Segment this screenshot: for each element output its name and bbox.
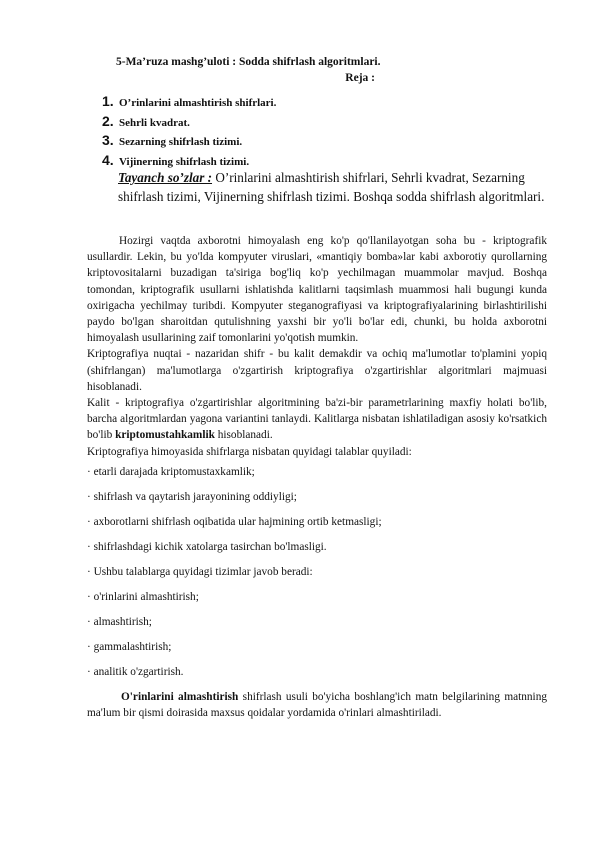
- paragraph-cipher-definition: Kriptografiya nuqtai - nazaridan shifr - bu kalit demakdir va ochiq ma'lumotlar to'plamini yopiq (shifrlangan) ma'lumotlarga o'zgartirish kriptografiya o'zgartirishlar algoritmlari majmuasi hisoblanadi.: [87, 348, 547, 393]
- list-item: · analitik o'zgartirish.: [87, 665, 184, 678]
- list-item: · almashtirish;: [87, 615, 152, 628]
- requirements-intro: Kriptografiya himoyasida shifrlarga nisbatan quyidagi talablar quyiladi:: [87, 445, 412, 458]
- transposition-term-bold: O'rinlarini almashtirish: [121, 690, 239, 703]
- keywords-label: Tayanch so’zlar :: [118, 170, 213, 185]
- plan-item-number: 3.: [102, 132, 114, 148]
- plan-item-text: Sezarning shifrlash tizimi.: [119, 136, 243, 148]
- plan-item-text: O’rinlarini almashtirish shifrlari.: [119, 97, 277, 109]
- plan-item-number: 2.: [102, 112, 114, 129]
- key-term-bold: kriptomustahkamlik: [115, 429, 215, 442]
- plan-item: [102, 131, 276, 151]
- plan-item-number: 1.: [102, 93, 114, 109]
- list-item: · Ushbu talablarga quyidagi tizimlar javob beradi:: [87, 565, 313, 578]
- plan-item-number: 4.: [102, 151, 114, 168]
- key-text-end: hisoblanadi.: [214, 429, 273, 442]
- list-item: · o'rinlarini almashtirish;: [87, 590, 199, 603]
- paragraph-intro: Hozirgi vaqtda axborotni himoyalash eng ko'p qo'llanilayotgan soha bu - kriptografik usullardir. Lekin, bu yo'lda kompyuter viruslari, «mantiqiy bomba»lar kabi axborotiy qurollarning kriptovositalarni buzadigan ta'siriga bog'liq ko'p yechilmagan muammolar mavjud. Boshqa tomondan, kriptografik usullarni ishlatishda kalitlarni taqsimlash muammosi hali bugungi kunda oxirigacha yechilmay turibdi. Kompyuter steganografiyasi va kriptografiyalarining birlashtirilishi paydo bo'lgan sharoitdan qutulishning yaxshi bir yo'li bo'lar edi, chunki, bu holda axborotni himoyalash usullarining zaif tomonlarini yo'qotish mumkin.: [87, 235, 547, 345]
- paragraph-transposition: [87, 689, 547, 721]
- list-item: · etarli darajada kriptomustaxkamlik;: [87, 465, 255, 478]
- plan-item: [102, 92, 276, 112]
- plan-item-text: Vijinerning shifrlash tizimi.: [119, 155, 250, 168]
- plan-item-text: Sehrli kvadrat.: [119, 116, 190, 129]
- transposition-text: shifrlash usuli bo'yicha boshlang'ich matn belgilarining matnning ma'lum bir qismi doirasida maxsus qoidalar yordamida o'rinlari almashtiriladi.: [87, 690, 547, 720]
- lecture-title: 5-Ma’ruza mashg’uloti : Sodda shifrlash algoritmlari.: [116, 56, 381, 68]
- key-text-start: Kalit - kriptografiya o'zgartirishlar algoritmining ba'zi-bir parametrlarining maxfiy holati bo'lib, barcha algoritmlardan yagona variantini tanlaydi. Kalitlarga nisbatan ishlatiladigan asosiy ko'rsatkich bo'lib: [87, 397, 547, 442]
- paragraph-key-definition: [87, 395, 547, 444]
- list-item: · axborotlarni shifrlash oqibatida ular hajmining ortib ketmasligi;: [87, 515, 382, 528]
- plan-heading: Reja :: [345, 72, 375, 84]
- list-item: · gammalashtirish;: [87, 640, 172, 653]
- list-item: · shifrlash va qaytarish jarayonining oddiyligi;: [87, 490, 297, 503]
- keywords-text: O’rinlarini almashtirish shifrlari, Sehrli kvadrat, Sezarning shifrlash tizimi, Vijinerning shifrlash tizimi. Boshqa sodda shifrlash algoritmlari.: [118, 170, 545, 204]
- list-item: · shifrlashdagi kichik xatolarga tasirchan bo'lmasligi.: [87, 540, 327, 553]
- keywords-block: [118, 168, 548, 206]
- plan-item: [102, 112, 276, 132]
- plan-list: [102, 92, 276, 170]
- lecture-body: [87, 233, 547, 721]
